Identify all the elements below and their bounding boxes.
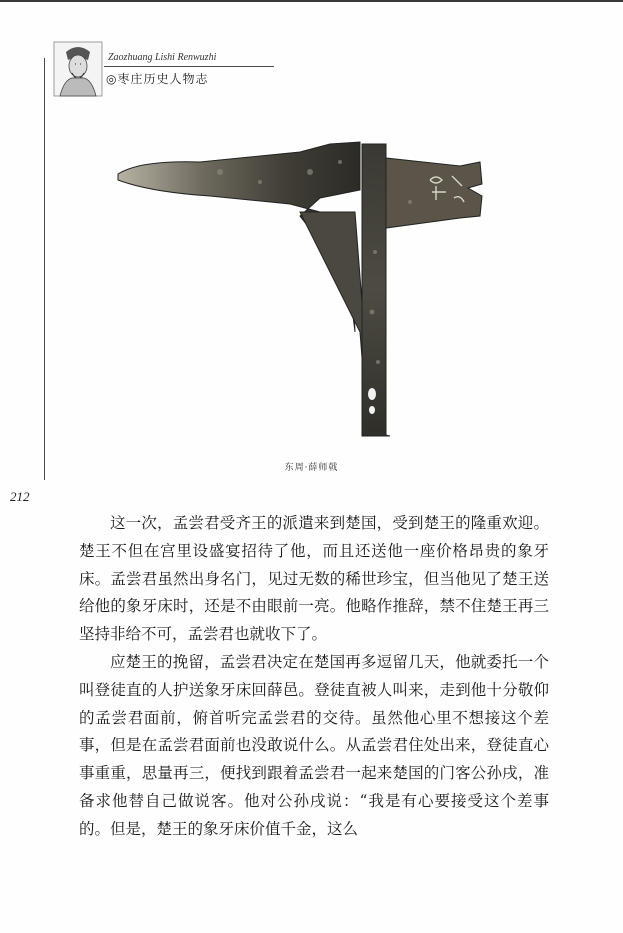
margin-rule [44,58,45,480]
bronze-halberd-photo [110,132,500,448]
header-rule [104,66,274,67]
body-text [79,510,549,844]
top-border [0,0,623,2]
paragraph: 应楚王的挽留，孟尝君决定在楚国再多逗留几天，他就委托一个叫登徒直的人护送象牙床回薛邑。登徒直被人叫来，走到他十分敬仰的孟尝君面前，俯首听完孟尝君的交待。虽然他心里不想接这个差事，但是在孟尝君面前也没敢说什么。从孟尝君住处出来，登徒直心事重重，思量再三，便找到跟着孟尝君一起来楚国的门客公孙戌，准备求他替自己做说客。他对公孙戌说：“我是有心要接受这个差事的。但是，楚王的象牙床价值千金，这么 [79,652,549,838]
scholar-portrait-icon [52,40,104,98]
page-number: 212 [10,489,30,504]
paragraph: 这一次，孟尝君受齐王的派遣来到楚国，受到楚王的隆重欢迎。楚王不但在宫里设盛宴招待了他，而且还送他一座价格昂贵的象牙床。孟尝君虽然出身名门，见过无数的稀世珍宝，但当他见了楚王送给他的象牙床时，还是不由眼前一亮。他略作推辞，禁不住楚王再三坚持非给不可，孟尝君也就收下了。 [79,514,549,644]
series-title-chinese: ◎枣庄历史人物志 [106,72,209,86]
figure-caption: 东周·薛师戟 [284,463,339,473]
series-title-english: Zaozhuang Lishi Renwuzhi [108,52,217,63]
